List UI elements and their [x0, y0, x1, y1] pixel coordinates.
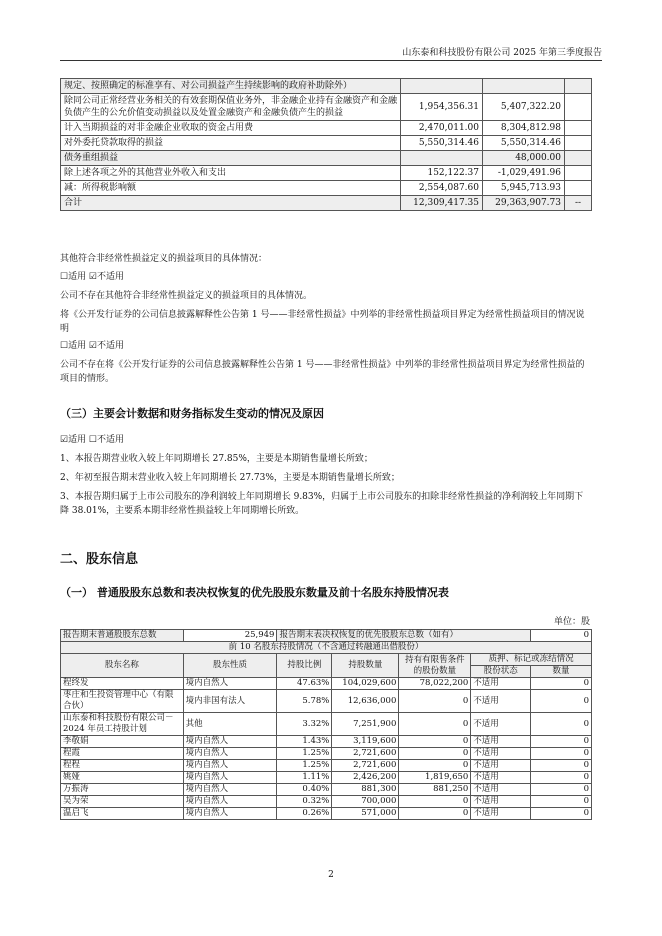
gains-current-cell: 152,122.37 [401, 166, 483, 181]
gains-item-cell: 除同公司正常经营业务相关的有效套期保值业务外，非金融企业持有金融资产和金融负债产生的公允价值变动损益以及处置金融资产和金融负债产生的损益 [61, 94, 401, 121]
gains-item-cell: 规定、按照确定的标准享有、对公司损益产生持续影响的政府补助除外） [61, 79, 401, 94]
gains-current-cell: 5,550,314.46 [401, 136, 483, 151]
col-header-pledge-status: 股份状态 [471, 666, 531, 678]
pledge-qty: 0 [531, 808, 592, 820]
section-heading-changes: （三）主要会计数据和财务指标发生变动的情况及原因 [60, 407, 324, 420]
shareholder-ratio: 1.25% [277, 760, 332, 772]
shareholder-row [61, 772, 592, 784]
shareholder-nature: 境内自然人 [183, 808, 277, 820]
pledge-qty: 0 [531, 736, 592, 748]
shareholder-nature: 境内自然人 [183, 784, 277, 796]
shareholder-restricted: 0 [399, 760, 471, 772]
shareholder-nature: 境内自然人 [183, 772, 277, 784]
shareholder-ratio: 0.32% [277, 796, 332, 808]
gains-note-cell [565, 94, 592, 121]
pledge-qty: 0 [531, 796, 592, 808]
gains-note-cell [565, 166, 592, 181]
top10-title-row [61, 642, 592, 654]
shareholder-row [61, 796, 592, 808]
total-shareholders-label: 报告期末普通股股东总数 [61, 630, 184, 642]
gains-ytd-cell: 29,363,907.73 [483, 196, 565, 211]
shareholder-row [61, 748, 592, 760]
gains-ytd-cell [483, 79, 565, 94]
applicability-checkbox-2: ☐适用 ☑不适用 [60, 341, 124, 351]
gains-note-cell [565, 121, 592, 136]
shareholder-ratio: 5.78% [277, 690, 332, 713]
shareholder-name: 温启飞 [61, 808, 184, 820]
gains-item-cell: 减：所得税影响额 [61, 181, 401, 196]
pledge-status: 不适用 [471, 713, 531, 736]
applicability-checkbox-1: ☐适用 ☑不适用 [60, 272, 124, 282]
gains-row [61, 151, 592, 166]
col-header-restricted: 持有有限售条件的股份数量 [399, 654, 471, 678]
shareholder-restricted: 0 [399, 796, 471, 808]
shareholder-ratio: 47.63% [277, 678, 332, 690]
page-header: 山东泰和科技股份有限公司 2025 年第三季度报告 [402, 48, 602, 58]
gains-row [61, 181, 592, 196]
shareholder-nature: 境内自然人 [183, 678, 277, 690]
gains-row [61, 136, 592, 151]
shareholder-row [61, 736, 592, 748]
unit-label: 单位：股 [553, 617, 590, 627]
gains-ytd-cell: 5,407,322.20 [483, 94, 565, 121]
shareholder-restricted: 0 [399, 808, 471, 820]
no-reclassification-text: 公司不存在将《公开发行证券的公司信息披露解释性公告第 1 号——非经常性损益》中列举的非经常性损益项目界定为经常性损益的项目的情形。 [60, 360, 585, 384]
shareholder-qty: 2,721,600 [332, 760, 399, 772]
reclassification-text: 将《公开发行证券的公司信息披露解释性公告第 1 号——非经常性损益》中列举的非经常性损益项目界定为经常性损益项目的情况说明 [60, 310, 585, 334]
pledge-qty: 0 [531, 748, 592, 760]
shareholder-table [60, 629, 592, 820]
change-item-2: 2、年初至报告期末营业收入较上年同期增长 27.73%，主要是本期销售量增长所致； [60, 473, 400, 483]
shareholder-restricted: 0 [399, 713, 471, 736]
shareholder-name: 万振涛 [61, 784, 184, 796]
shareholder-ratio: 1.43% [277, 736, 332, 748]
change-item-1: 1、本报告期营业收入较上年同期增长 27.85%，主要是本期销售量增长所致； [60, 454, 373, 464]
shareholder-row [61, 690, 592, 713]
shareholder-row [61, 713, 592, 736]
gains-ytd-cell: 5,945,713.93 [483, 181, 565, 196]
shareholder-qty: 2,426,200 [332, 772, 399, 784]
pledge-qty: 0 [531, 772, 592, 784]
pledge-qty: 0 [531, 678, 592, 690]
shareholder-restricted: 0 [399, 748, 471, 760]
pledge-qty: 0 [531, 713, 592, 736]
shareholder-name: 枣庄和生投资管理中心（有限合伙） [61, 690, 184, 713]
shareholder-ratio: 0.26% [277, 808, 332, 820]
shareholder-nature: 境内自然人 [183, 796, 277, 808]
pledge-status: 不适用 [471, 772, 531, 784]
shareholder-row [61, 808, 592, 820]
shareholder-ratio: 1.25% [277, 748, 332, 760]
gains-current-cell: 2,554,087.60 [401, 181, 483, 196]
top10-title: 前 10 名股东持股情况（不含通过转融通出借股份） [61, 642, 592, 654]
col-header-pledge-qty: 数量 [531, 666, 592, 678]
gains-current-cell: 2,470,011.00 [401, 121, 483, 136]
shareholder-row [61, 760, 592, 772]
shareholder-nature: 境内非国有法人 [183, 690, 277, 713]
preferred-shareholders-value: 0 [531, 630, 592, 642]
shareholder-name: 程霞 [61, 748, 184, 760]
gains-item-cell: 对外委托贷款取得的损益 [61, 136, 401, 151]
gains-item-cell: 计入当期损益的对非金融企业收取的资金占用费 [61, 121, 401, 136]
col-header-name: 股东名称 [61, 654, 184, 678]
shareholder-row [61, 678, 592, 690]
gains-ytd-cell: 5,550,314.46 [483, 136, 565, 151]
page-number: 2 [328, 870, 334, 880]
col-header-nature: 股东性质 [183, 654, 277, 678]
gains-item-cell: 除上述各项之外的其他营业外收入和支出 [61, 166, 401, 181]
pledge-status: 不适用 [471, 690, 531, 713]
gains-note-cell [565, 79, 592, 94]
col-header-pledge-group: 质押、标记或冻结情况 [471, 654, 592, 666]
pledge-status: 不适用 [471, 736, 531, 748]
shareholder-nature: 境内自然人 [183, 736, 277, 748]
shareholder-name: 姚娅 [61, 772, 184, 784]
gains-row [61, 79, 592, 94]
gains-item-cell: 债务重组损益 [61, 151, 401, 166]
pledge-qty: 0 [531, 690, 592, 713]
shareholder-row [61, 784, 592, 796]
section-heading-shareholders: 二、股东信息 [60, 552, 139, 567]
gains-note-cell [565, 181, 592, 196]
pledge-qty: 0 [531, 784, 592, 796]
shareholder-restricted: 881,250 [399, 784, 471, 796]
shareholder-qty: 2,721,600 [332, 748, 399, 760]
subsection-heading-top10: （一） 普通股股东总数和表决权恢复的优先股股东数量及前十名股东持股情况表 [60, 586, 449, 599]
shareholder-summary-row [61, 630, 592, 642]
total-shareholders-value: 25,949 [183, 630, 277, 642]
shareholder-name: 程终发 [61, 678, 184, 690]
pledge-status: 不适用 [471, 796, 531, 808]
gains-row [61, 166, 592, 181]
shareholder-qty: 104,029,600 [332, 678, 399, 690]
gains-note-cell [565, 136, 592, 151]
shareholder-ratio: 1.11% [277, 772, 332, 784]
pledge-status: 不适用 [471, 678, 531, 690]
gains-row [61, 94, 592, 121]
shareholder-ratio: 3.32% [277, 713, 332, 736]
non-recurring-gains-table [60, 78, 592, 211]
change-item-3: 3、本报告期归属于上市公司股东的净利润较上年同期增长 9.83%，归属于上市公司股东的扣除非经常性损益的净利润较上年同期下降 38.01%，主要系本期非经常性损益较上年同期增长所致。 [60, 492, 584, 516]
shareholder-restricted: 0 [399, 690, 471, 713]
gains-ytd-cell: 8,304,812.98 [483, 121, 565, 136]
gains-item-cell: 合计 [61, 196, 401, 211]
shareholder-qty: 7,251,900 [332, 713, 399, 736]
shareholder-qty: 12,636,000 [332, 690, 399, 713]
gains-current-cell: 1,954,356.31 [401, 94, 483, 121]
applicability-checkbox-3: ☑适用 ☐不适用 [60, 435, 124, 445]
gains-note-cell [565, 151, 592, 166]
pledge-status: 不适用 [471, 808, 531, 820]
no-other-items-text: 公司不存在其他符合非经常性损益定义的损益项目的具体情况。 [60, 291, 313, 301]
gains-current-cell: 12,309,417.35 [401, 196, 483, 211]
preferred-shareholders-label: 报告期末表决权恢复的优先股股东总数（如有） [277, 630, 531, 642]
shareholder-name: 李敬娟 [61, 736, 184, 748]
shareholder-nature: 其他 [183, 713, 277, 736]
shareholder-qty: 571,000 [332, 808, 399, 820]
shareholder-restricted: 0 [399, 736, 471, 748]
shareholder-nature: 境内自然人 [183, 760, 277, 772]
shareholder-nature: 境内自然人 [183, 748, 277, 760]
shareholder-ratio: 0.40% [277, 784, 332, 796]
shareholder-restricted: 1,819,650 [399, 772, 471, 784]
col-header-ratio: 持股比例 [277, 654, 332, 678]
pledge-qty: 0 [531, 760, 592, 772]
shareholder-name: 吴为荣 [61, 796, 184, 808]
gains-ytd-cell: 48,000.00 [483, 151, 565, 166]
gains-ytd-cell: -1,029,491.96 [483, 166, 565, 181]
shareholder-qty: 881,300 [332, 784, 399, 796]
gains-row [61, 196, 592, 211]
gains-current-cell [401, 151, 483, 166]
pledge-status: 不适用 [471, 748, 531, 760]
header-row-1 [61, 654, 592, 666]
header-rule [60, 60, 602, 61]
gains-row [61, 121, 592, 136]
pledge-status: 不适用 [471, 760, 531, 772]
shareholder-qty: 3,119,600 [332, 736, 399, 748]
shareholder-restricted: 78,022,200 [399, 678, 471, 690]
shareholder-qty: 700,000 [332, 796, 399, 808]
gains-current-cell [401, 79, 483, 94]
shareholder-name: 山东泰和科技股份有限公司－2024 年员工持股计划 [61, 713, 184, 736]
gains-note-cell: -- [565, 196, 592, 211]
col-header-qty: 持股数量 [332, 654, 399, 678]
shareholder-name: 程程 [61, 760, 184, 772]
pledge-status: 不适用 [471, 784, 531, 796]
other-items-text: 其他符合非经常性损益定义的损益项目的具体情况： [60, 254, 268, 264]
